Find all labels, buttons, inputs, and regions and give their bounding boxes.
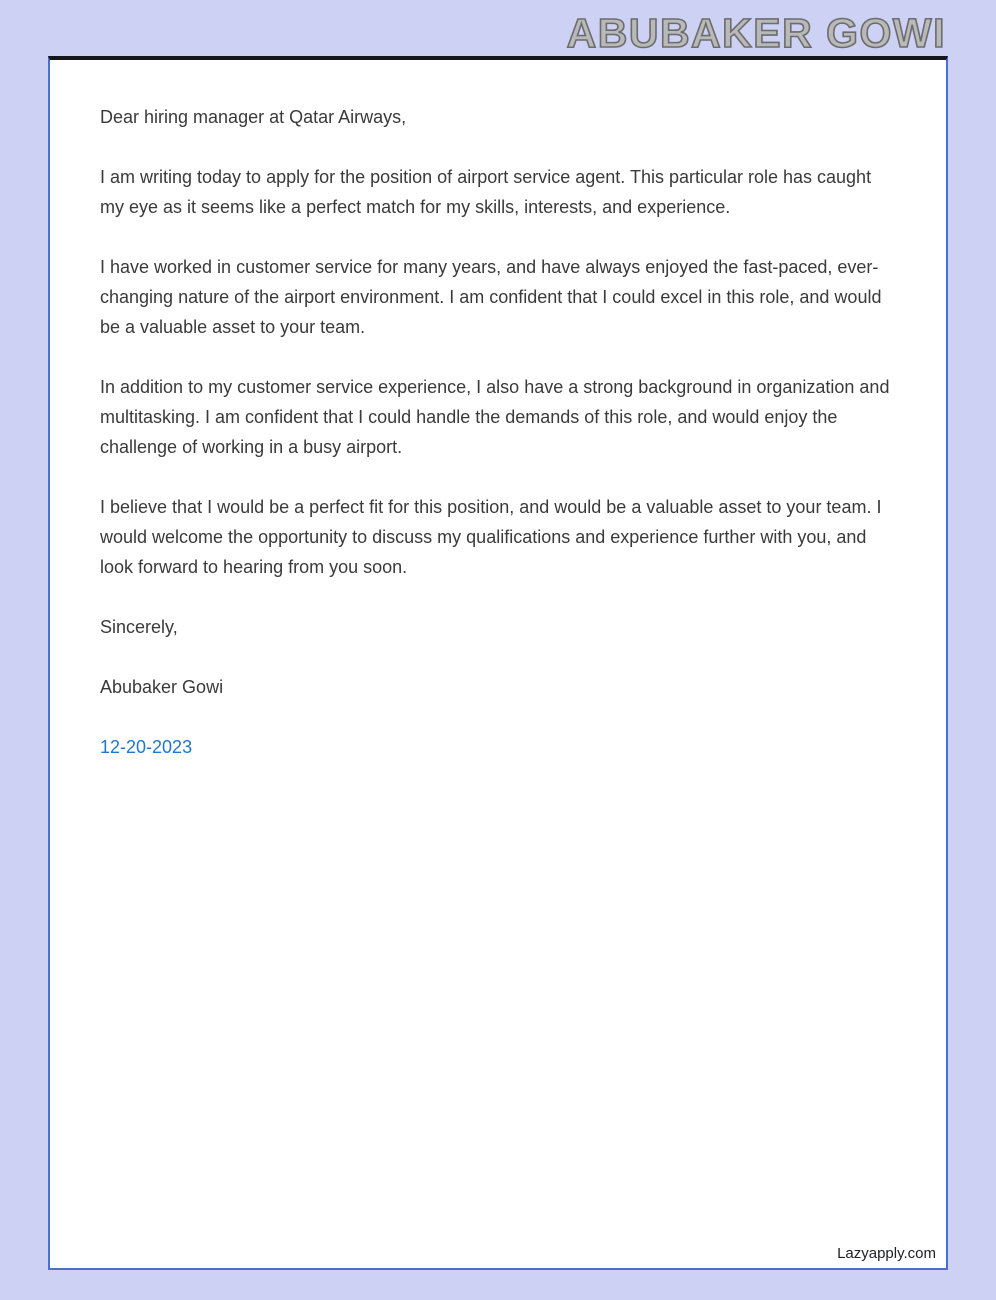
applicant-name-header: ABUBAKER GOWI — [566, 10, 946, 56]
letter-date-link[interactable]: 12-20-2023 — [100, 737, 193, 757]
salutation: Dear hiring manager at Qatar Airways, — [100, 107, 407, 127]
letter-paragraph: I am writing today to apply for the position of airport service agent. This particular role has caught my eye as it seems like a perfect match for my skills, interests, and experience. — [100, 167, 872, 217]
signature-name: Abubaker Gowi — [100, 677, 224, 697]
cover-letter-body — [48, 56, 948, 1270]
closing: Sincerely, — [100, 617, 178, 637]
letter-paragraph: I believe that I would be a perfect fit for this position, and would be a valuable asset to your team. I would welcome the opportunity to discuss my qualifications and experience further with you, and look forward to hearing from you soon. — [100, 497, 882, 577]
letter-paragraph: I have worked in customer service for many years, and have always enjoyed the fast-paced, ever-changing nature of the airport environment. I am confident that I could excel in this role, and would be a valuable asset to your team. — [100, 257, 882, 337]
letter-paragraph: In addition to my customer service experience, I also have a strong background in organization and multitasking. I am confident that I could handle the demands of this role, and would enjoy the challenge of working in a busy airport. — [100, 377, 890, 457]
lazyapply-brand-label: Lazyapply.com — [837, 1245, 936, 1262]
